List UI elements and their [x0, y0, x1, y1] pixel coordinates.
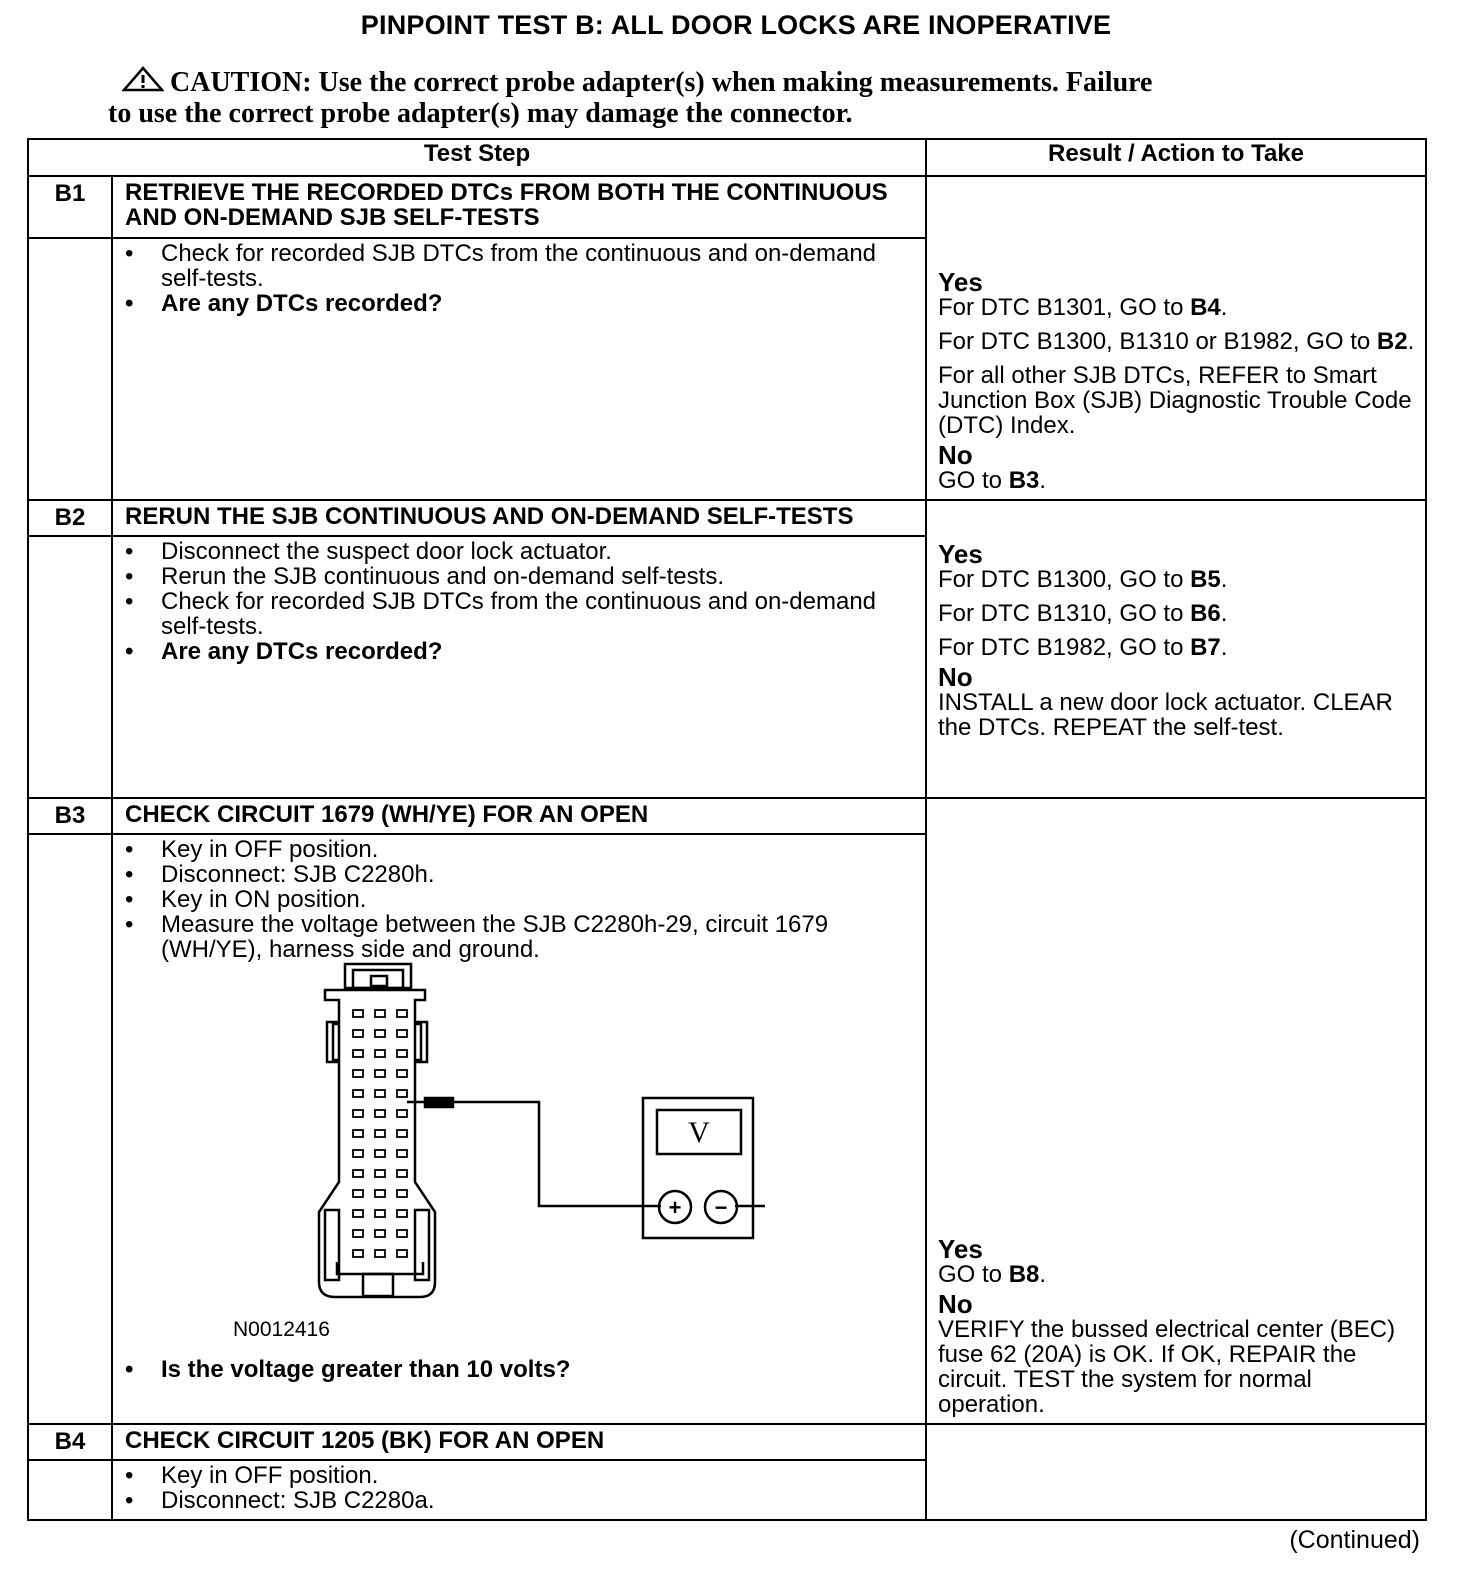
connector-pin: [375, 1150, 385, 1157]
result-text: GO to B8.: [938, 1261, 1047, 1288]
connector-pin: [397, 1210, 407, 1217]
step-question-b1: • Are any DTCs recorded?: [125, 291, 915, 316]
column-header-test-step: Test Step: [28, 139, 926, 176]
connector-pin: [375, 1030, 385, 1037]
step-title-b3: CHECK CIRCUIT 1679 (WH/YE) FOR AN OPEN: [112, 798, 926, 834]
connector-pin: [353, 1130, 363, 1137]
result-text: For DTC B1310, GO to B6.: [938, 600, 1228, 627]
result-yes-label: Yes: [938, 1234, 983, 1264]
result-text: For DTC B1300, GO to B5.: [938, 566, 1228, 593]
connector-pin: [375, 1210, 385, 1217]
list-item: • Key in OFF position.: [125, 837, 915, 862]
connector-pin: [353, 1150, 363, 1157]
step-title-b1: RETRIEVE THE RECORDED DTCs FROM BOTH THE CONTINUOUS AND ON-DEMAND SJB SELF-TESTS: [112, 176, 926, 238]
connector-pin: [375, 1250, 385, 1257]
result-b2: [926, 500, 1426, 798]
connector-pin: [397, 1010, 407, 1017]
connector-pin: [397, 1090, 407, 1097]
result-text: For DTC B1982, GO to B7.: [938, 634, 1228, 661]
result-text: VERIFY the bussed electrical center (BEC) fuse 62 (20A) is OK. If OK, REPAIR the circuit. TEST the system for normal operation.: [938, 1316, 1396, 1418]
connector-pin: [397, 1110, 407, 1117]
pinpoint-test-table: [27, 138, 1427, 1521]
step-question-list-b3: [113, 1357, 925, 1382]
result-b3: [926, 798, 1426, 1424]
step-id-b2: B2: [28, 500, 112, 536]
step-list-b1: [113, 239, 925, 316]
step-question-b3: • Is the voltage greater than 10 volts?: [125, 1357, 915, 1382]
list-item: • Disconnect: SJB C2280h.: [125, 862, 915, 887]
step-id-b1: B1: [28, 176, 112, 238]
connector-pin: [353, 1250, 363, 1257]
result-no-label: No: [938, 1289, 973, 1319]
result-text: INSTALL a new door lock actuator. CLEAR the DTCs. REPEAT the self-test.: [938, 689, 1393, 741]
caution-line-1: CAUTION: Use the correct probe adapter(s) when making measurements. Failure: [170, 67, 1153, 98]
connector-pin: [353, 1030, 363, 1037]
list-item: • Rerun the SJB continuous and on-demand self-tests.: [125, 564, 915, 589]
connector-pin: [375, 1230, 385, 1237]
result-no-label: No: [938, 440, 973, 470]
list-item: • Key in OFF position.: [125, 1463, 915, 1488]
connector-pin: [375, 1190, 385, 1197]
caution-line-2: to use the correct probe adapter(s) may damage the connector.: [108, 98, 853, 129]
connector-pin: [353, 1230, 363, 1237]
list-item: • Check for recorded SJB DTCs from the continuous and on-demand self-tests.: [125, 589, 915, 639]
result-no-label: No: [938, 662, 973, 692]
connector-pin: [397, 1030, 407, 1037]
connector-pin: [397, 1070, 407, 1077]
meter-v-label: V: [688, 1116, 710, 1149]
connector-pin: [375, 1130, 385, 1137]
meter-plus-terminal: +: [668, 1195, 682, 1220]
connector-pin: [397, 1170, 407, 1177]
connector-pin: [375, 1110, 385, 1117]
connector-pin: [397, 1150, 407, 1157]
connector-pin: [397, 1190, 407, 1197]
connector-pin: [353, 1090, 363, 1097]
page-title: PINPOINT TEST B: ALL DOOR LOCKS ARE INOPERATIVE: [360, 10, 1112, 40]
connector-pin: [397, 1230, 407, 1237]
result-b1: [926, 176, 1426, 500]
step-title-b2: RERUN THE SJB CONTINUOUS AND ON-DEMAND SELF-TESTS: [112, 500, 926, 536]
step-list-b3: [113, 835, 925, 962]
step-id-b3: B3: [28, 798, 112, 834]
connector-pin: [375, 1170, 385, 1177]
result-text: GO to B3.: [938, 467, 1047, 494]
connector-pin: [353, 1170, 363, 1177]
connector-pin: [353, 1110, 363, 1117]
connector-pin: [375, 1070, 385, 1077]
connector-pin: [353, 1070, 363, 1077]
list-item: • Measure the voltage between the SJB C2280h-29, circuit 1679 (WH/YE), harness side and ground.: [125, 912, 915, 962]
step-id-b4: B4: [28, 1424, 112, 1460]
connector-pin: [353, 1190, 363, 1197]
connector-pin: [375, 1010, 385, 1017]
step-list-b2: [113, 537, 925, 664]
figure-id: N0012416: [233, 1318, 330, 1341]
step-list-b4: [113, 1461, 925, 1513]
connector-pin: [353, 1050, 363, 1057]
list-item: • Check for recorded SJB DTCs from the continuous and on-demand self-tests.: [125, 241, 915, 291]
result-text: For DTC B1301, GO to B4.: [938, 294, 1228, 321]
step-title-b4: CHECK CIRCUIT 1205 (BK) FOR AN OPEN: [112, 1424, 926, 1460]
continued-note: (Continued): [1289, 1526, 1420, 1554]
list-item: • Key in ON position.: [125, 887, 915, 912]
list-item: • Disconnect: SJB C2280a.: [125, 1488, 915, 1513]
connector-pin: [397, 1250, 407, 1257]
result-text: For DTC B1300, B1310 or B1982, GO to B2.: [938, 328, 1415, 355]
connector-pin: [375, 1090, 385, 1097]
connector-pin: [375, 1050, 385, 1057]
connector-pin: [353, 1210, 363, 1217]
connector-pin: [353, 1010, 363, 1017]
meter-minus-terminal: −: [714, 1195, 728, 1220]
connector-pin: [397, 1130, 407, 1137]
step-question-b2: • Are any DTCs recorded?: [125, 639, 915, 664]
voltage-measurement-diagram: [125, 962, 765, 1357]
warning-triangle-icon: [122, 66, 164, 92]
result-text: For all other SJB DTCs, REFER to Smart Junction Box (SJB) Diagnostic Trouble Code (DTC) Index.: [938, 362, 1412, 439]
column-header-result: Result / Action to Take: [926, 139, 1426, 176]
result-b4: [926, 1424, 1426, 1520]
connector-pin: [397, 1050, 407, 1057]
list-item: • Disconnect the suspect door lock actuator.: [125, 539, 915, 564]
result-yes-label: Yes: [938, 267, 983, 297]
caution-note: [108, 66, 1348, 129]
result-yes-label: Yes: [938, 539, 983, 569]
